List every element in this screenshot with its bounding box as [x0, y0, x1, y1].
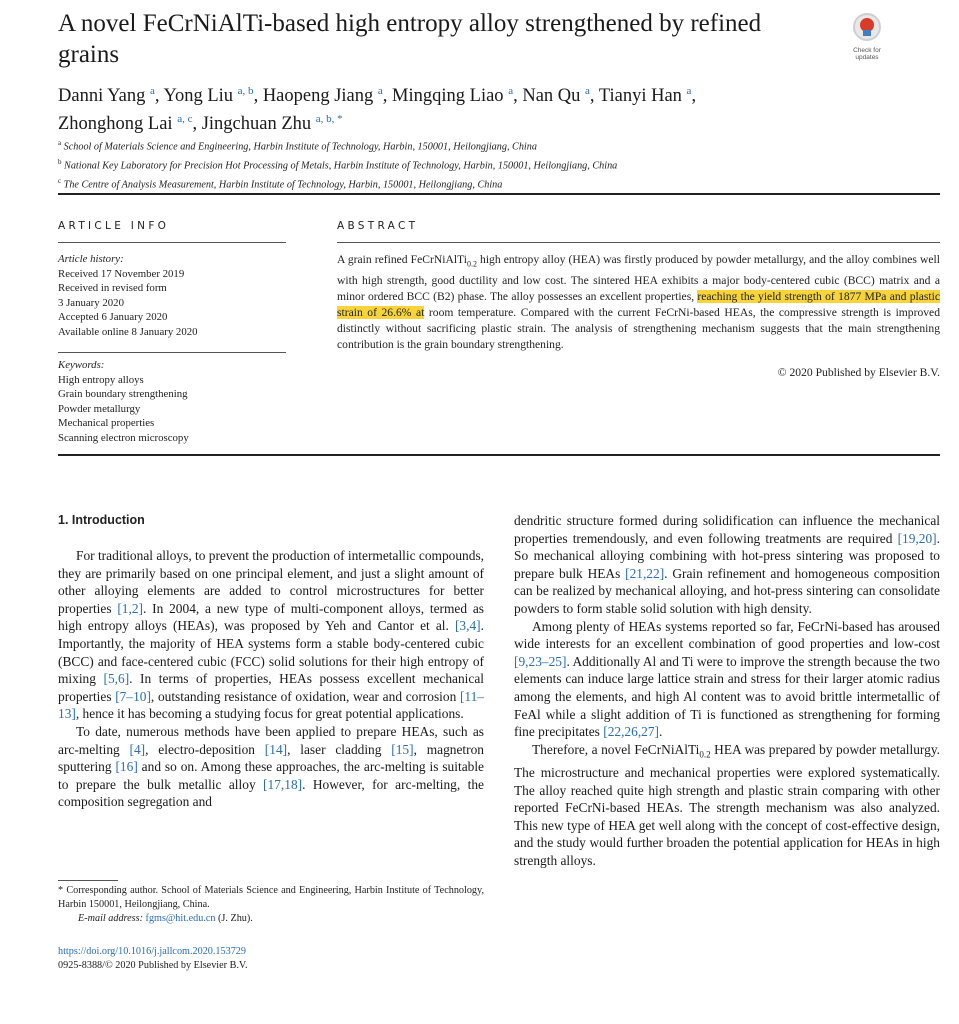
affiliation-text: The Centre of Analysis Measurement, Harbin Institute of Technology, Harbin, 150001, Heilongjiang, China	[63, 179, 503, 191]
citation-link[interactable]: [21,22]	[625, 565, 665, 581]
check-for-updates-badge[interactable]	[842, 12, 892, 64]
citation-link[interactable]: [5,6]	[103, 671, 130, 687]
history-label: Article history:	[58, 253, 124, 265]
affiliation-mark: a	[58, 139, 62, 147]
citation-link[interactable]: [16]	[115, 759, 138, 775]
keywords-label: Keywords:	[58, 359, 105, 371]
email-label: E-mail address:	[78, 913, 143, 924]
affiliation	[58, 136, 938, 155]
abstract-copyright: © 2020 Published by Elsevier B.V.	[777, 366, 940, 379]
author[interactable]: Mingqing Liao	[392, 86, 504, 107]
body-column-left	[58, 547, 484, 811]
abstract-divider	[337, 242, 940, 243]
author-affil-mark[interactable]: a	[377, 85, 383, 97]
badge-line1: Check for	[853, 47, 881, 54]
section-heading-introduction: 1. Introduction	[58, 513, 145, 527]
abstract-part: A grain refined FeCrNiAlTi	[337, 253, 467, 266]
corresponding-author-footnote	[58, 884, 484, 926]
affiliations	[58, 136, 938, 193]
author-affil-mark[interactable]: a	[508, 85, 514, 97]
email-link[interactable]: fgms@hit.edu.cn	[145, 913, 216, 924]
history-item: Available online 8 January 2020	[58, 325, 198, 338]
citation-link[interactable]: [19,20]	[897, 530, 937, 546]
author[interactable]: Nan Qu	[522, 86, 581, 107]
author-affil-mark[interactable]: a	[585, 85, 590, 97]
history-item: 3 January 2020	[58, 296, 124, 309]
email-suffix: (J. Zhu).	[218, 913, 253, 924]
doi-link[interactable]: https://doi.org/10.1016/j.jallcom.2020.153729	[58, 946, 246, 957]
citation-link[interactable]: [11–13]	[58, 688, 484, 722]
citation-link[interactable]: [22,26,27]	[603, 724, 660, 740]
header-divider	[58, 193, 940, 195]
citation-link[interactable]: [7–10]	[115, 688, 151, 704]
author[interactable]: Danni Yang	[58, 86, 146, 107]
author-affil-mark[interactable]: a	[686, 85, 692, 97]
info-divider	[58, 242, 286, 243]
affiliation-text: National Key Laboratory for Precision Hot Processing of Metals, Harbin Institute of Technology, Harbin, 150001, Heilongjiang, China	[64, 160, 618, 172]
doi-block	[58, 945, 248, 973]
abstract-heading: ABSTRACT	[337, 220, 419, 232]
citation-link[interactable]: [1,2]	[117, 600, 144, 616]
keywords	[58, 358, 288, 446]
affiliation-mark: b	[58, 157, 62, 166]
abstract-highlight[interactable]: reaching the yield strength of 1877 MPa and plastic strain of 26.6% at	[337, 289, 940, 319]
abstract-subscript: 0.2	[466, 259, 477, 269]
author[interactable]: Yong Liu	[163, 86, 234, 107]
affiliation-text: School of Materials Science and Engineering, Harbin Institute of Technology, Harbin, 150001, Heilongjiang, China	[63, 141, 537, 153]
citation-link[interactable]: [14]	[264, 741, 288, 757]
abstract-part: room temperature. Compared with the current FeCrNi-based HEAs, the compressive strength is improved distinctly without sacrificing plastic strain. The analysis of strengthening mechanism suggests that the main strengthening contribution is the grain boundary strengthening.	[337, 305, 940, 352]
paragraph: Among plenty of HEAs systems reported so far, FeCrNi-based has aroused wide interests for an excellent combination of good properties and low-cost [9,23–25]. Additionally Al and Ti were to improve the strength because the two elements can induce large lattice strain and stress for their larger atomic radius among the elements, and high Al content was to avoid brittle intermetallic of FeAl while a slight addition of Ti is functioned as strengthening for forming fine precipitates [22,26,27].	[514, 618, 940, 740]
abstract-bottom-divider	[58, 454, 940, 456]
author-affil-mark[interactable]: a, b	[237, 85, 254, 97]
citation-link[interactable]: [15]	[391, 741, 414, 757]
footnote-divider	[58, 880, 118, 881]
article-history	[58, 252, 288, 340]
citation-link[interactable]: [17,18]	[263, 776, 303, 792]
article-title: A novel FeCrNiAlTi-based high entropy alloy strengthened by refined grains	[58, 10, 762, 68]
affiliation	[58, 174, 938, 193]
author-affil-mark[interactable]: a, b, *	[315, 113, 343, 126]
author[interactable]: Haopeng Jiang	[262, 86, 374, 107]
affiliation	[58, 155, 938, 174]
keywords-divider	[58, 352, 286, 353]
citation-link[interactable]: [9,23–25]	[514, 653, 567, 669]
article-info-heading: ARTICLE INFO	[58, 220, 170, 232]
issn-line: 0925-8388/© 2020 Published by Elsevier B.V.	[58, 960, 248, 971]
abstract-text	[337, 252, 940, 354]
keyword: Grain boundary strengthening	[58, 388, 188, 401]
history-item: Received 17 November 2019	[58, 267, 185, 280]
abstract-part: high entropy alloy (HEA) was firstly produced by powder metallurgy, and the alloy combines well with high strength, good ductility and low cost. The sintered HEA exhibits a major body-centered cubic (BCC) matrix and a minor ordered BCC (B2) phase. The alloy possesses an excellent properties,	[337, 253, 940, 303]
keyword: Powder metallurgy	[58, 402, 141, 415]
body-column-right	[514, 512, 940, 870]
paragraph: For traditional alloys, to prevent the production of intermetallic compounds, they are primarily based on one principal element, and just a slight amount of other alloying elements are added to control microstructures for better properties [1,2]. In 2004, a new type of multi-component alloys, termed as high entropy alloys (HEAs), was proposed by Yeh and Cantor et al. [3,4]. Importantly, the majority of HEA systems form a stable body-centered cubic (BCC) and face-centered cubic (FCC) solid solutions for their high entropy of mixing [5,6]. In terms of properties, HEAs possess excellent mechanical properties [7–10], outstanding resistance of oxidation, wear and corrosion [11–13], hence it has becoming a studying focus for great potential applications.	[58, 548, 485, 722]
paragraph: dendritic structure formed during solidification can influence the mechanical properties tremendously, and even following treatments are required [19,20]. So mechanical alloying combining with hot-press sintering was proposed to prepare bulk HEAs [21,22]. Grain refinement and homogeneous composition can be realized by mechanical alloying, and hot-press sintering can consolidate powders to form stable solid solution with high density.	[514, 513, 940, 616]
author[interactable]: Zhonghong Lai	[58, 114, 173, 135]
history-item: Accepted 6 January 2020	[58, 311, 168, 324]
badge-line2: updates	[855, 54, 879, 61]
footnote-star: *	[58, 885, 64, 896]
keyword: Mechanical properties	[58, 417, 155, 430]
paragraph: Therefore, a novel FeCrNiAlTi$_{0.2}$ HEA was prepared by powder metallurgy. The microstructure and mechanical properties were explored systematically. The alloy reached quite high strength and plastic strain comparing with other reported FeCrNi-based HEAs. The strength mechanism was also analyzed. This new type of HEA get well along with the concept of cost-effective design, and the study would further broaden the potential application for HEAs in high strength alloys.	[514, 741, 940, 868]
author[interactable]: Jingchuan Zhu	[201, 114, 312, 135]
affiliation-mark: c	[58, 176, 62, 185]
author-affil-mark[interactable]: a, c	[177, 113, 193, 126]
citation-link[interactable]: [3,4]	[454, 618, 481, 634]
keyword: Scanning electron microscopy	[58, 431, 189, 444]
paragraph: To date, numerous methods have been applied to prepare HEAs, such as arc-melting [4], electro-deposition [14], laser cladding [15], magnetron sputtering [16] and so on. Among these approaches, the arc-melting is suitable to prepare the bulk metallic alloy [17,18]. However, for arc-melting, the composition segregation and	[58, 723, 484, 810]
author-affil-mark[interactable]: a	[150, 85, 155, 97]
footnote-text: Corresponding author. School of Materials Science and Engineering, Harbin Institute of Technology, Harbin 150001, Heilongjiang, China.	[58, 885, 484, 910]
history-item: Received in revised form	[58, 282, 167, 295]
keyword: High entropy alloys	[58, 373, 144, 386]
author[interactable]: Tianyi Han	[598, 86, 682, 107]
check-updates-icon	[852, 12, 882, 42]
author-list: Danni Yang $^a$, Yong Liu $^{a, b}$, Haopeng Jiang $^a$, Mingqing Liao $^a$, Nan Qu $^a$, Tianyi Han $^a$, Zhonghong Lai $^{a, c}$, Jingchuan Zhu $^{a, b, *}$	[58, 85, 697, 135]
citation-link[interactable]: [4]	[129, 741, 146, 757]
